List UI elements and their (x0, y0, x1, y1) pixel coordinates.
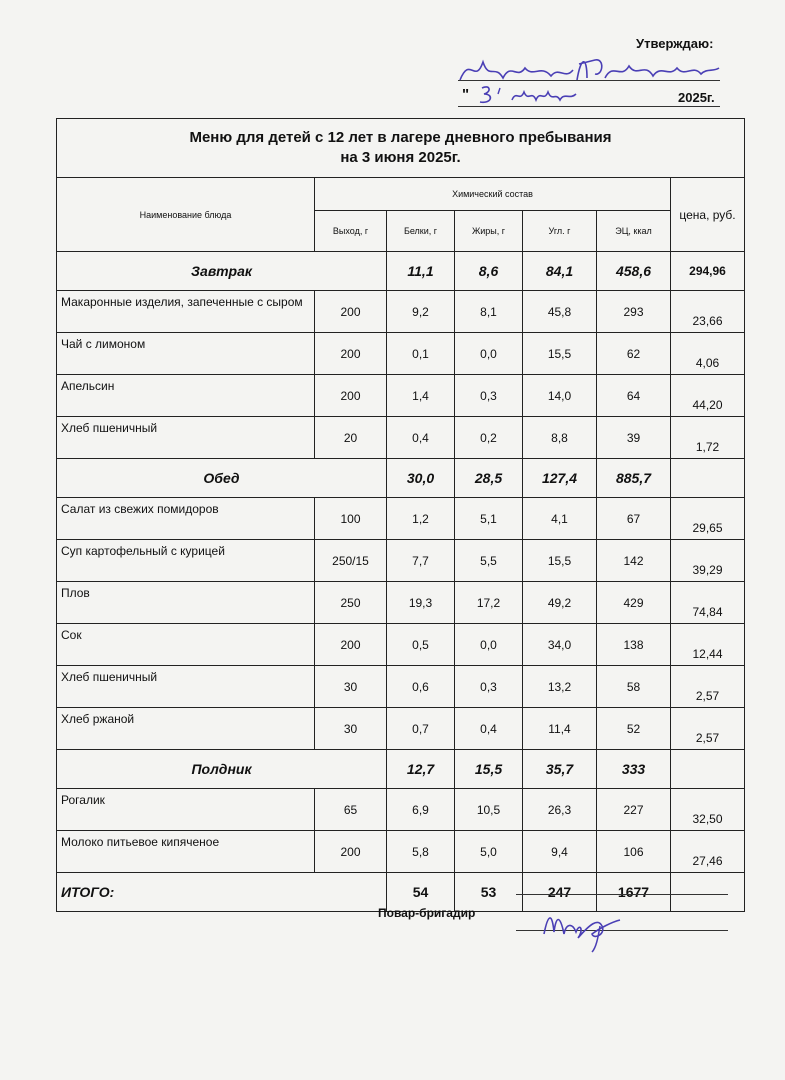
header-fat: Жиры, г (455, 211, 523, 252)
dish-protein: 5,8 (387, 831, 455, 873)
dish-kcal: 62 (597, 333, 671, 375)
dish-name: Хлеб ржаной (57, 708, 315, 750)
section-carb: 84,1 (523, 252, 597, 291)
dish-kcal: 67 (597, 498, 671, 540)
dish-protein: 9,2 (387, 291, 455, 333)
dish-name: Сок (57, 624, 315, 666)
dish-carb: 9,4 (523, 831, 597, 873)
dish-protein: 1,4 (387, 375, 455, 417)
dish-kcal: 64 (597, 375, 671, 417)
header-protein: Белки, г (387, 211, 455, 252)
dish-kcal: 142 (597, 540, 671, 582)
dish-fat: 17,2 (455, 582, 523, 624)
section-name: Завтрак (57, 252, 387, 291)
section-breakfast (57, 252, 745, 291)
table-row (57, 666, 745, 708)
menu-table (56, 118, 745, 912)
dish-price: 29,65 (671, 498, 745, 540)
dish-yield: 30 (315, 708, 387, 750)
table-row (57, 417, 745, 459)
dish-name: Молоко питьевое кипяченое (57, 831, 315, 873)
approval-date-line (458, 106, 720, 107)
section-fat: 28,5 (455, 459, 523, 498)
dish-carb: 14,0 (523, 375, 597, 417)
dish-fat: 0,0 (455, 333, 523, 375)
cook-label: Повар-бригадир (378, 906, 476, 920)
total-protein: 54 (387, 873, 455, 912)
dish-fat: 10,5 (455, 789, 523, 831)
section-price: 294,96 (671, 252, 745, 291)
approval-quote-mark: " (462, 86, 470, 103)
dish-fat: 0,3 (455, 375, 523, 417)
dish-price: 27,46 (671, 831, 745, 873)
header-yield: Выход, г (315, 211, 387, 252)
section-kcal: 885,7 (597, 459, 671, 498)
dish-protein: 6,9 (387, 789, 455, 831)
section-fat: 15,5 (455, 750, 523, 789)
section-protein: 11,1 (387, 252, 455, 291)
dish-fat: 0,4 (455, 708, 523, 750)
total-price (671, 873, 745, 912)
dish-price: 2,57 (671, 708, 745, 750)
total-fat: 53 (455, 873, 523, 912)
approval-signature-line (458, 80, 720, 81)
cook-signature-line-bottom (516, 930, 728, 931)
dish-yield: 100 (315, 498, 387, 540)
header-dish-name: Наименование блюда (57, 178, 315, 252)
dish-price: 32,50 (671, 789, 745, 831)
section-name: Обед (57, 459, 387, 498)
dish-carb: 45,8 (523, 291, 597, 333)
section-price (671, 459, 745, 498)
table-row (57, 708, 745, 750)
section-kcal: 458,6 (597, 252, 671, 291)
dish-name: Макаронные изделия, запеченные с сыром (57, 291, 315, 333)
dish-name: Чай с лимоном (57, 333, 315, 375)
dish-carb: 26,3 (523, 789, 597, 831)
table-row (57, 375, 745, 417)
table-row (57, 291, 745, 333)
section-carb: 35,7 (523, 750, 597, 789)
dish-name: Апельсин (57, 375, 315, 417)
dish-yield: 250 (315, 582, 387, 624)
cook-signature-line-top (516, 894, 728, 895)
section-name: Полдник (57, 750, 387, 789)
total-label: ИТОГО: (57, 873, 387, 912)
dish-yield: 200 (315, 624, 387, 666)
dish-kcal: 52 (597, 708, 671, 750)
section-fat: 8,6 (455, 252, 523, 291)
table-row (57, 582, 745, 624)
table-row (57, 831, 745, 873)
total-carb: 247 (523, 873, 597, 912)
table-row (57, 540, 745, 582)
table-row (57, 789, 745, 831)
dish-price: 2,57 (671, 666, 745, 708)
dish-protein: 0,4 (387, 417, 455, 459)
handwritten-date (470, 82, 590, 108)
dish-kcal: 429 (597, 582, 671, 624)
section-price (671, 750, 745, 789)
dish-protein: 0,6 (387, 666, 455, 708)
dish-fat: 0,2 (455, 417, 523, 459)
approver-handwritten-signature (455, 50, 725, 90)
dish-yield: 30 (315, 666, 387, 708)
dish-fat: 5,1 (455, 498, 523, 540)
header-price: цена, руб. (671, 178, 745, 252)
dish-price: 1,72 (671, 417, 745, 459)
dish-carb: 11,4 (523, 708, 597, 750)
dish-carb: 8,8 (523, 417, 597, 459)
table-row (57, 498, 745, 540)
table-row (57, 624, 745, 666)
dish-carb: 4,1 (523, 498, 597, 540)
dish-yield: 200 (315, 333, 387, 375)
dish-price: 44,20 (671, 375, 745, 417)
section-snack (57, 750, 745, 789)
dish-fat: 5,0 (455, 831, 523, 873)
menu-title (57, 119, 745, 178)
dish-protein: 19,3 (387, 582, 455, 624)
dish-carb: 34,0 (523, 624, 597, 666)
dish-yield: 250/15 (315, 540, 387, 582)
dish-kcal: 138 (597, 624, 671, 666)
dish-carb: 13,2 (523, 666, 597, 708)
dish-carb: 15,5 (523, 333, 597, 375)
dish-price: 4,06 (671, 333, 745, 375)
dish-kcal: 106 (597, 831, 671, 873)
dish-kcal: 58 (597, 666, 671, 708)
dish-name: Хлеб пшеничный (57, 666, 315, 708)
header-chemical-composition: Химический состав (315, 178, 671, 211)
header-carb: Угл. г (523, 211, 597, 252)
dish-price: 23,66 (671, 291, 745, 333)
dish-protein: 7,7 (387, 540, 455, 582)
approval-year: 2025г. (678, 90, 715, 105)
section-kcal: 333 (597, 750, 671, 789)
approval-label: Утверждаю: (636, 36, 714, 51)
dish-protein: 0,1 (387, 333, 455, 375)
dish-carb: 49,2 (523, 582, 597, 624)
dish-fat: 5,5 (455, 540, 523, 582)
header-kcal: ЭЦ, ккал (597, 211, 671, 252)
dish-carb: 15,5 (523, 540, 597, 582)
dish-yield: 200 (315, 831, 387, 873)
dish-name: Хлеб пшеничный (57, 417, 315, 459)
menu-title-line2: на 3 июня 2025г. (340, 149, 461, 166)
dish-fat: 0,3 (455, 666, 523, 708)
dish-fat: 8,1 (455, 291, 523, 333)
dish-yield: 20 (315, 417, 387, 459)
dish-price: 74,84 (671, 582, 745, 624)
section-carb: 127,4 (523, 459, 597, 498)
dish-name: Суп картофельный с курицей (57, 540, 315, 582)
dish-price: 12,44 (671, 624, 745, 666)
dish-price: 39,29 (671, 540, 745, 582)
dish-yield: 200 (315, 291, 387, 333)
dish-name: Рогалик (57, 789, 315, 831)
dish-yield: 65 (315, 789, 387, 831)
dish-kcal: 39 (597, 417, 671, 459)
table-row (57, 333, 745, 375)
dish-protein: 0,7 (387, 708, 455, 750)
total-kcal: 1677 (597, 873, 671, 912)
dish-protein: 0,5 (387, 624, 455, 666)
dish-yield: 200 (315, 375, 387, 417)
section-protein: 30,0 (387, 459, 455, 498)
dish-fat: 0,0 (455, 624, 523, 666)
dish-protein: 1,2 (387, 498, 455, 540)
dish-name: Салат из свежих помидоров (57, 498, 315, 540)
section-lunch (57, 459, 745, 498)
section-protein: 12,7 (387, 750, 455, 789)
dish-kcal: 293 (597, 291, 671, 333)
menu-title-line1: Меню для детей с 12 лет в лагере дневного пребывания (189, 129, 612, 146)
dish-name: Плов (57, 582, 315, 624)
dish-kcal: 227 (597, 789, 671, 831)
